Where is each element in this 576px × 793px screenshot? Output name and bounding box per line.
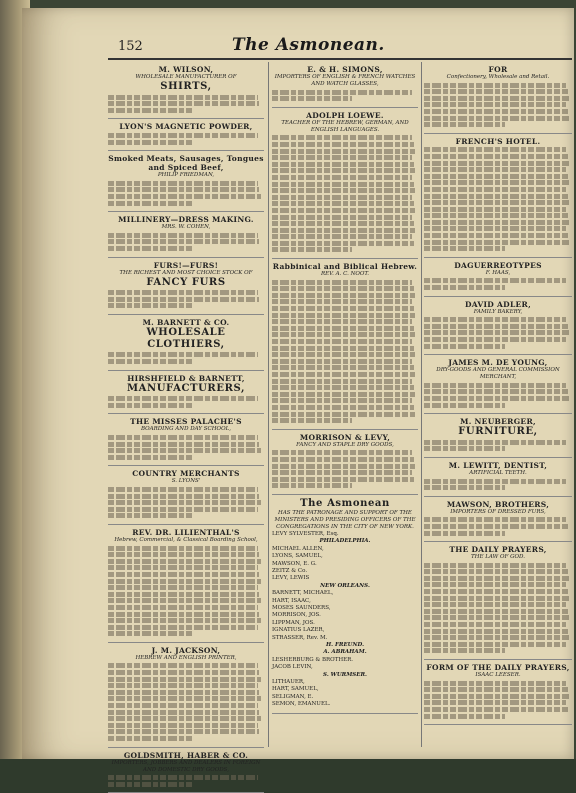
illegible-text-line (424, 220, 569, 225)
illegible-text-line (108, 290, 258, 295)
illegible-text-line (424, 285, 505, 290)
illegible-text-line (424, 383, 566, 388)
illegible-text-line (272, 299, 412, 304)
ad-subtitle: DRY-GOODS AND GENERAL COMMISSION MERCHANT, (436, 367, 560, 381)
ad-title: GOLDSMITH, HABER & CO. (123, 750, 249, 760)
advertisement (424, 414, 572, 458)
agents-block (272, 495, 418, 714)
column-divider (421, 62, 422, 747)
illegible-text-line (424, 403, 505, 408)
illegible-text-line (272, 319, 412, 324)
illegible-text-line (272, 201, 414, 206)
advertisement (108, 212, 264, 257)
illegible-text-line (424, 589, 568, 594)
illegible-text-line (272, 346, 414, 351)
agent-entry: MOSES SAUNDERS, (272, 604, 331, 611)
illegible-text-line (424, 563, 566, 568)
agent-entry: JACOB LEVIN, (272, 664, 313, 671)
illegible-text-line (108, 546, 258, 551)
illegible-text-line (108, 612, 259, 617)
ad-subtitle: BOARDING AND DAY SCHOOL, (141, 426, 231, 433)
agent-entry: HART, SAMUEL, (272, 686, 319, 693)
illegible-text-line (272, 208, 415, 213)
illegible-text-line (272, 155, 412, 160)
illegible-text-line (108, 108, 194, 113)
illegible-text-line (108, 729, 259, 734)
illegible-text-line (272, 379, 412, 384)
illegible-text-line (424, 233, 568, 238)
ad-headline: FURNITURE, (458, 426, 538, 438)
illegible-text-line (272, 418, 352, 423)
illegible-text-line (272, 162, 414, 167)
illegible-text-line (108, 507, 258, 512)
illegible-text-line (272, 168, 415, 173)
illegible-text-line (108, 565, 258, 570)
advertisement (108, 62, 264, 119)
illegible-text-line (108, 683, 258, 688)
column-left (108, 62, 264, 773)
illegible-text-line (108, 352, 258, 357)
agent-entry: SELIGMAN, E. (272, 693, 314, 700)
agent-entry: LESHERBURG & BROTHER. (272, 656, 354, 663)
ad-title: J. M. JACKSON, (151, 645, 221, 655)
ad-title: DAGUERREOTYPES (454, 260, 542, 270)
agent-entry: HART, ISAAC, (272, 597, 311, 604)
ad-title: FOR (488, 65, 508, 74)
illegible-text-line (424, 180, 569, 185)
illegible-text-line (108, 625, 258, 630)
illegible-text-line (108, 552, 259, 557)
masthead-title: The Asmonean. (232, 35, 385, 55)
illegible-text-line (108, 500, 261, 505)
page-number: 152 (118, 39, 143, 54)
ad-title: M. LEWITT, DENTIST, (448, 460, 548, 470)
illegible-text-line (424, 609, 568, 614)
illegible-text-line (272, 332, 415, 337)
ad-title: FURS!—FURS! (153, 260, 219, 270)
ad-title: M. BARNETT & CO. (142, 317, 230, 327)
ad-subtitle: IMPORTERS OF ENGLISH & FRENCH WATCHES AND WATCH GLASSES, (274, 74, 416, 87)
advertisement (424, 458, 572, 497)
column-middle-ads (272, 62, 418, 495)
illegible-text-line (108, 716, 261, 721)
ad-headline: FANCY FURS (146, 276, 226, 288)
illegible-text-line (108, 359, 194, 364)
ad-title: Smoked Meats, Sausages, Tongues and Spiced Beef, (108, 154, 264, 173)
illegible-text-line (272, 457, 414, 462)
ad-title: THE DAILY PRAYERS, (449, 545, 547, 555)
illegible-text-line (424, 330, 569, 335)
column-right (424, 62, 572, 752)
illegible-text-line (108, 403, 194, 408)
illegible-text-line (424, 147, 566, 152)
illegible-text-line (424, 324, 568, 329)
illegible-text-line (424, 648, 505, 653)
illegible-text-line (424, 200, 569, 205)
illegible-text-line (424, 517, 566, 522)
ad-title: LYON'S MAGNETIC POWDER, (119, 122, 253, 132)
illegible-text-line (108, 513, 194, 518)
advertisement (424, 355, 572, 414)
illegible-text-line (108, 297, 259, 302)
illegible-text-line (424, 615, 569, 620)
illegible-text-line (108, 703, 258, 708)
illegible-text-line (108, 455, 194, 460)
illegible-text-line (108, 194, 261, 199)
illegible-text-line (108, 572, 259, 577)
agents-intro: HAS THE PATRONAGE AND SUPPORT OF THE MINISTERS AND PRESIDING OFFICERS OF THE CONGREGATIONS IN THE CITY OF NEW YORK. (274, 509, 416, 530)
illegible-text-line (108, 239, 259, 244)
illegible-text-line (108, 303, 194, 308)
illegible-text-line (272, 280, 412, 285)
illegible-text-line (424, 596, 569, 601)
illegible-text-line (272, 293, 415, 298)
illegible-text-line (424, 96, 569, 101)
advertisement (108, 371, 264, 415)
illegible-text-line (424, 396, 569, 401)
illegible-text-line (108, 494, 259, 499)
illegible-text-line (272, 464, 415, 469)
ad-title: ADOLPH LOEWE. (306, 110, 384, 120)
illegible-text-line (108, 585, 258, 590)
advertisement (424, 660, 572, 725)
agent-entry: LIPPMAN, JOS. (272, 619, 315, 626)
illegible-text-line (272, 234, 412, 239)
ad-title: HIRSHFIELD & BARNETT, (127, 373, 245, 383)
illegible-text-line (424, 524, 568, 529)
advertisement (424, 297, 572, 356)
illegible-text-line (272, 412, 415, 417)
ad-subtitle: FAMILY BAKERY, (473, 308, 523, 315)
advertisement (108, 315, 264, 371)
illegible-text-line (424, 337, 566, 342)
agent-entry: LEVY, LEWIS (272, 575, 310, 582)
ad-subtitle: ARTIFICIAL TEETH. (469, 469, 527, 476)
advertisement (272, 62, 418, 108)
ad-title: E. & H. SIMONS, (307, 65, 383, 74)
illegible-text-line (108, 618, 261, 623)
ad-subtitle: Hebrew, Commercial, & Classical Boarding School, (114, 536, 258, 543)
illegible-text-line (424, 213, 568, 218)
illegible-text-line (108, 442, 259, 447)
illegible-text-line (424, 278, 566, 283)
illegible-text-line (424, 246, 505, 251)
ad-subtitle: MRS. W. COHEN, (161, 224, 211, 231)
illegible-text-line (424, 687, 568, 692)
illegible-text-line (424, 479, 566, 484)
illegible-text-line (272, 313, 415, 318)
illegible-text-line (272, 339, 412, 344)
agent-entry: LYONS, SAMUEL, (272, 553, 323, 560)
agent-entry: MICHAEL ALLEN, (272, 545, 324, 552)
advertisement (272, 259, 418, 430)
illegible-text-line (108, 181, 258, 186)
illegible-text-line (108, 670, 259, 675)
ad-subtitle: S. LYONS' (171, 478, 201, 485)
illegible-text-line (424, 174, 568, 179)
illegible-text-line (424, 576, 569, 581)
agent-entry: BARNETT, MICHAEL, (272, 590, 334, 597)
illegible-text-line (108, 690, 259, 695)
illegible-text-line (424, 714, 505, 719)
illegible-text-line (272, 326, 414, 331)
illegible-text-line (424, 109, 568, 114)
illegible-text-line (108, 775, 258, 780)
ad-subtitle: THE LAW OF GOD. (471, 554, 525, 561)
illegible-text-line (272, 405, 414, 410)
ad-subtitle: TEACHER OF THE HEBREW, GERMAN, AND ENGLISH LANGUAGES. (281, 119, 409, 133)
ad-title: JAMES M. DE YOUNG, (448, 358, 548, 368)
agent-entry: NEW ORLEANS. (320, 582, 370, 589)
illegible-text-line (424, 83, 566, 88)
ad-title: FORM OF THE DAILY PRAYERS, (426, 663, 570, 672)
ad-title: THE MISSES PALACHE'S (130, 417, 242, 427)
agents-title: The Asmonean (300, 497, 390, 509)
illegible-text-line (272, 372, 415, 377)
advertisement (272, 430, 418, 495)
ad-subtitle: THE RICHEST AND MOST CHOICE STOCK OF (119, 269, 253, 276)
illegible-text-line (424, 602, 566, 607)
illegible-text-line (272, 188, 415, 193)
illegible-text-line (424, 642, 566, 647)
illegible-text-line (272, 450, 412, 455)
illegible-text-line (424, 681, 566, 686)
illegible-text-line (108, 435, 258, 440)
illegible-text-line (424, 531, 505, 536)
illegible-text-line (272, 477, 414, 482)
ad-title: MAWSON, BROTHERS, (446, 499, 550, 509)
illegible-text-line (424, 622, 566, 627)
illegible-text-line (424, 226, 566, 231)
illegible-text-line (108, 448, 261, 453)
illegible-text-line (108, 140, 194, 145)
illegible-text-line (424, 167, 566, 172)
ad-subtitle: HEBREW AND ENGLISH PRINTER, (135, 654, 237, 661)
illegible-text-line (424, 317, 566, 322)
illegible-text-line (272, 96, 352, 101)
advertisement (108, 748, 264, 793)
illegible-text-line (272, 385, 414, 390)
agent-entry: IGNATIUS LAZER, (272, 627, 325, 634)
illegible-text-line (424, 102, 566, 107)
illegible-text-line (272, 247, 352, 252)
agent-entry: S. WURMSER. (323, 671, 367, 678)
ad-subtitle: REV. A. C. NOOT. (320, 271, 370, 278)
illegible-text-line (272, 221, 414, 226)
agent-entry: H. FREUND. (325, 641, 364, 648)
ad-title: M. NEUBERGER, (460, 417, 536, 427)
illegible-text-line (272, 352, 415, 357)
illegible-text-line (108, 736, 194, 741)
agent-entry: LEVY SYLVESTER, Esq. (272, 530, 339, 537)
ad-title: MORRISON & LEVY, (299, 432, 391, 442)
illegible-text-line (108, 95, 258, 100)
illegible-text-line (108, 396, 258, 401)
illegible-text-line (424, 446, 505, 451)
agent-entry: STRASSER, Rev. M. (272, 634, 328, 641)
advertisement (108, 151, 264, 212)
ad-title: Rabbinical and Biblical Hebrew. (272, 262, 418, 272)
ad-subtitle: PHILIP FRIEDMAN, (157, 172, 215, 179)
illegible-text-line (108, 187, 259, 192)
ad-title: FRENCH'S HOTEL. (455, 136, 541, 146)
agent-entry: ZEITZ & Co. (272, 567, 308, 574)
illegible-text-line (424, 161, 569, 166)
advertisement (424, 542, 572, 660)
illegible-text-line (272, 392, 415, 397)
ad-title: REV. DR. LILIENTHAL'S (132, 527, 240, 537)
illegible-text-line (424, 344, 505, 349)
illegible-text-line (272, 365, 414, 370)
illegible-text-line (108, 579, 261, 584)
illegible-text-line (108, 592, 259, 597)
advertisement (424, 134, 572, 258)
illegible-text-line (108, 201, 194, 206)
column-middle (272, 62, 418, 752)
agent-entry: MORRISON, JOS. (272, 612, 321, 619)
illegible-text-line (272, 215, 412, 220)
ad-title: M. WILSON, (158, 65, 214, 74)
agent-entry: MAWSON, E. G. (272, 560, 317, 567)
illegible-text-line (272, 142, 414, 147)
illegible-text-line (108, 133, 258, 138)
illegible-text-line (424, 700, 566, 705)
illegible-text-line (272, 175, 412, 180)
advertisement (424, 62, 572, 134)
illegible-text-line (424, 89, 568, 94)
illegible-text-line (424, 154, 568, 159)
illegible-text-line (108, 101, 259, 106)
agent-entry: PHILADELPHIA. (319, 538, 371, 545)
illegible-text-line (108, 663, 258, 668)
ad-subtitle: F. HAAS, (485, 269, 511, 276)
illegible-text-line (424, 582, 566, 587)
illegible-text-line (272, 398, 412, 403)
illegible-text-line (424, 635, 569, 640)
illegible-text-line (272, 241, 414, 246)
illegible-text-line (108, 677, 261, 682)
illegible-text-line (272, 470, 412, 475)
column-divider (268, 62, 269, 747)
illegible-text-line (272, 182, 414, 187)
illegible-text-line (424, 440, 566, 445)
illegible-text-line (108, 605, 258, 610)
ad-subtitle: FANCY AND STAPLE DRY GOODS, (296, 441, 394, 448)
illegible-text-line (108, 598, 261, 603)
ad-title: DAVID ADLER, (465, 299, 531, 309)
illegible-text-line (424, 485, 505, 490)
advertisement (108, 525, 264, 643)
advertisement (424, 497, 572, 542)
ad-subtitle: ISAAC LEESER. (475, 672, 521, 678)
illegible-text-line (108, 559, 261, 564)
illegible-text-line (272, 149, 415, 154)
advertisement (108, 466, 264, 525)
illegible-text-line (424, 187, 566, 192)
ad-headline: WHOLESALE CLOTHIERS, (146, 326, 226, 350)
illegible-text-line (108, 782, 194, 787)
illegible-text-line (424, 569, 568, 574)
ad-headline: SHIRTS, (160, 81, 212, 92)
illegible-text-line (424, 629, 568, 634)
illegible-text-line (424, 194, 568, 199)
ad-subtitle: WHOLESALE MANUFACTURER OF (135, 74, 237, 80)
ad-title: COUNTRY MERCHANTS (132, 469, 240, 479)
illegible-text-line (272, 135, 412, 140)
illegible-text-line (272, 228, 415, 233)
illegible-text-line (424, 694, 569, 699)
illegible-text-line (108, 487, 258, 492)
illegible-text-line (108, 723, 258, 728)
agents-list (272, 531, 418, 709)
illegible-text-line (272, 195, 412, 200)
illegible-text-line (272, 359, 412, 364)
illegible-text-line (108, 696, 261, 701)
advertisement (272, 108, 418, 259)
illegible-text-line (108, 710, 259, 715)
advertisement (108, 119, 264, 151)
illegible-text-line (108, 631, 194, 636)
ad-title: MILLINERY—DRESS MAKING. (118, 215, 254, 225)
ad-subtitle: IMPORTERS OF DRESSED FURS, (450, 508, 546, 515)
illegible-text-line (424, 240, 569, 245)
advertisement (108, 258, 264, 315)
ad-subtitle: Confectionery, Wholesale and Retail. (446, 74, 550, 80)
illegible-text-line (424, 116, 569, 121)
header-rule (108, 58, 572, 60)
illegible-text-line (424, 389, 568, 394)
illegible-text-line (424, 122, 505, 127)
advertisement (108, 643, 264, 748)
illegible-text-line (272, 90, 412, 95)
advertisement (424, 258, 572, 297)
advertisement (108, 414, 264, 466)
agent-entry: SEMON, EMANUEL. (272, 701, 331, 708)
ad-headline: MANUFACTURERS, (126, 382, 246, 394)
agent-entry: LITHAUER, (272, 679, 305, 685)
illegible-text-line (108, 246, 194, 251)
illegible-text-line (108, 233, 258, 238)
ad-subtitle: IMPORTERS, JOBBERS AND DEALERS IN FOREIGN AND DOMESTIC DRY GOODS, (111, 759, 261, 773)
illegible-text-line (272, 306, 414, 311)
agent-entry: A. ABRAHAM. (323, 649, 367, 656)
illegible-text-line (424, 207, 566, 212)
illegible-text-line (424, 707, 568, 712)
illegible-text-line (272, 483, 352, 488)
illegible-text-line (272, 286, 414, 291)
